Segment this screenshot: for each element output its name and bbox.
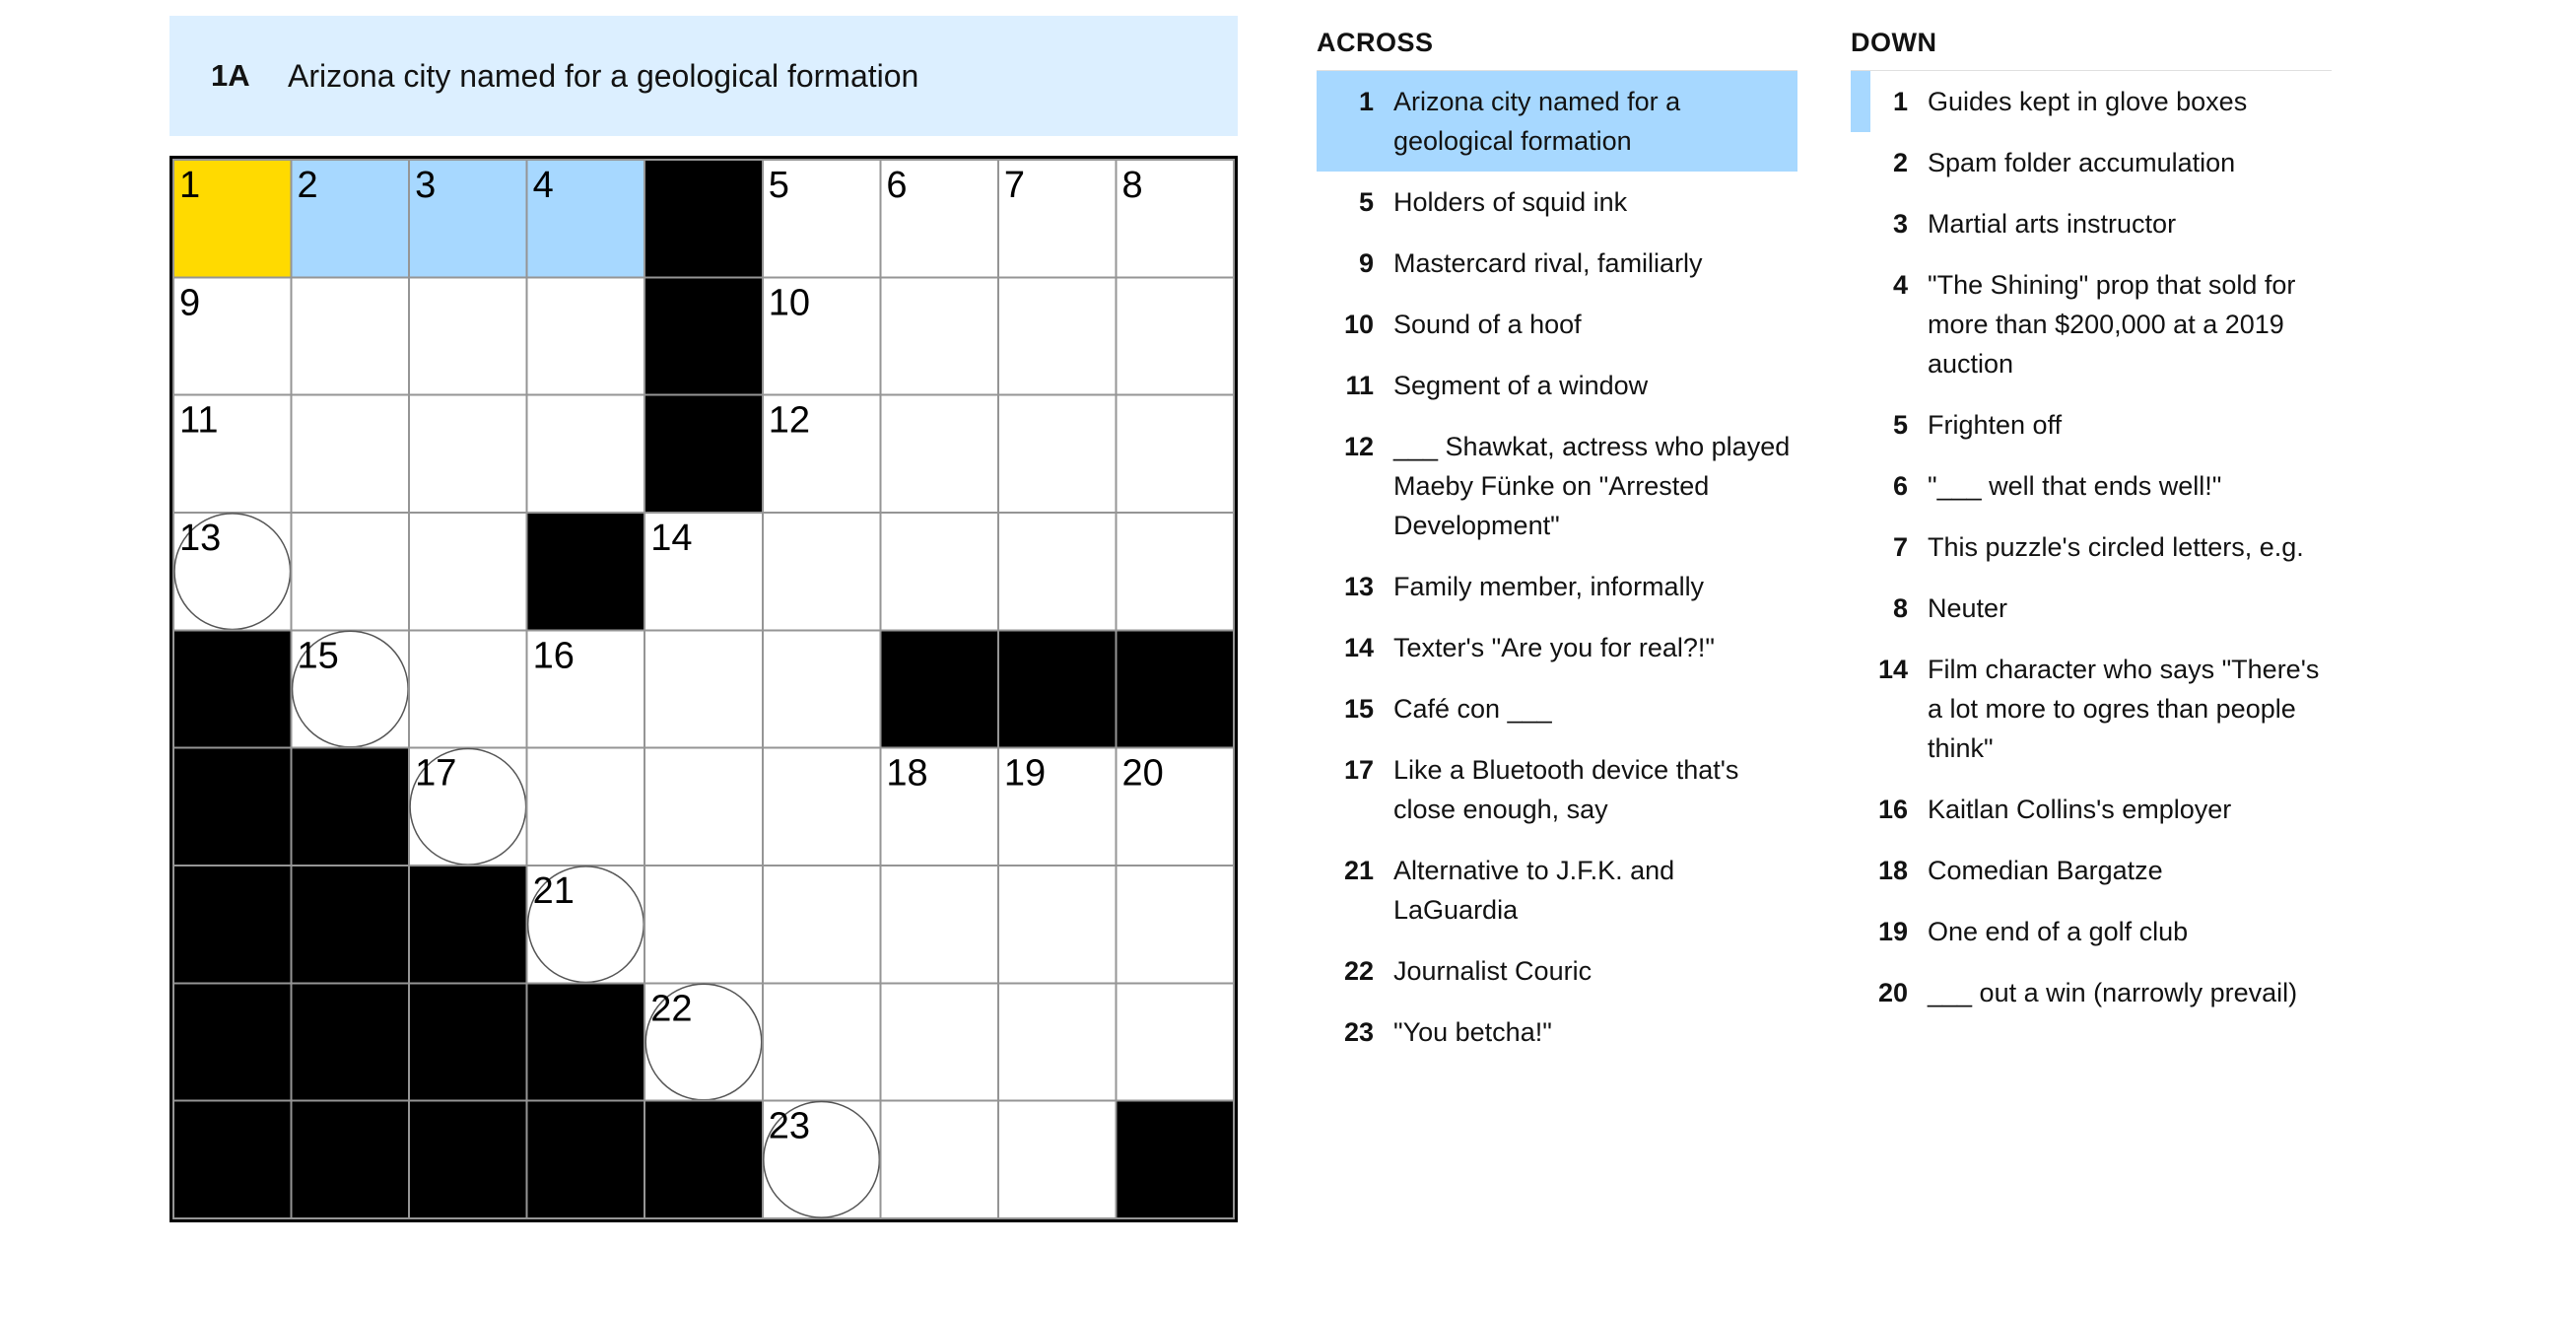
cell-fill: [880, 513, 998, 630]
cell-number: 21: [532, 870, 575, 912]
grid-cell[interactable]: [644, 866, 763, 983]
block-cell-fill: [173, 1101, 292, 1218]
grid-cell[interactable]: [1116, 513, 1234, 630]
block-cell-fill: [292, 748, 410, 866]
block-cell-fill: [644, 1101, 763, 1218]
grid-cell[interactable]: [409, 395, 527, 513]
down-clue-7[interactable]: [1851, 517, 2332, 578]
block-cell-fill: [880, 630, 998, 747]
cell-number: 15: [297, 635, 339, 677]
clue-text: "___ well that ends well!": [1928, 471, 2222, 501]
cell-fill: [644, 630, 763, 747]
cell-fill: [409, 630, 527, 747]
cell-number: 23: [768, 1105, 811, 1147]
cell-number: 20: [1121, 752, 1164, 795]
cell-fill: [880, 1101, 998, 1218]
clue-number: 11: [1345, 371, 1374, 400]
cell-number: 10: [768, 282, 811, 324]
grid-cell[interactable]: [292, 513, 410, 630]
cell-fill: [1116, 983, 1234, 1100]
block-cell: [173, 1101, 292, 1218]
across-clue-14[interactable]: [1317, 617, 1797, 678]
clue-number: 16: [1877, 795, 1908, 824]
cell-fill: [1116, 277, 1234, 394]
block-cell-fill: [644, 395, 763, 513]
across-clues: [1317, 71, 1797, 1063]
grid-cell[interactable]: [527, 630, 645, 747]
across-clue-11[interactable]: [1317, 355, 1797, 416]
block-cell-fill: [644, 277, 763, 394]
clue-number: 8: [1892, 593, 1908, 623]
crossword-grid-svg[interactable]: [169, 156, 1238, 1222]
clue-text: "The Shining" prop that sold for more than $200,000 at a 2019 auction: [1928, 270, 2296, 379]
cell-fill: [763, 748, 881, 866]
grid-cell[interactable]: [527, 748, 645, 866]
across-clue-1[interactable]: [1317, 71, 1797, 172]
across-clue-9[interactable]: [1317, 233, 1797, 294]
grid-cell[interactable]: [644, 513, 763, 630]
clue-text: ___ Shawkat, actress who played Maeby Fünke on "Arrested Development": [1393, 432, 1791, 540]
clue-number: 18: [1877, 856, 1908, 885]
block-cell-fill: [1116, 1101, 1234, 1218]
clue-number: 13: [1343, 572, 1374, 601]
clue-number: 1: [1358, 87, 1374, 116]
grid-cell[interactable]: [644, 630, 763, 747]
block-cell: [409, 866, 527, 983]
block-cell: [880, 630, 998, 747]
cell-fill: [644, 866, 763, 983]
cell-number: 8: [1121, 165, 1143, 206]
cell-fill: [292, 277, 410, 394]
block-cell-fill: [292, 866, 410, 983]
clue-text: Holders of squid ink: [1393, 187, 1628, 217]
grid-cell[interactable]: [173, 513, 292, 630]
down-title: DOWN: [1851, 26, 2332, 71]
clue-text: Frighten off: [1928, 410, 2063, 440]
block-cell: [644, 395, 763, 513]
across-clue-17[interactable]: [1317, 739, 1797, 840]
block-cell: [292, 983, 410, 1100]
grid-cell[interactable]: [998, 160, 1117, 277]
grid-cell[interactable]: [1116, 160, 1234, 277]
block-cell: [292, 748, 410, 866]
grid-cell[interactable]: [409, 630, 527, 747]
block-cell-fill: [527, 1101, 645, 1218]
clue-text: One end of a golf club: [1928, 917, 2189, 946]
across-clue-15[interactable]: [1317, 678, 1797, 739]
block-cell-fill: [998, 630, 1117, 747]
clue-number: 5: [1892, 410, 1908, 440]
block-cell-fill: [527, 983, 645, 1100]
cell-fill: [763, 630, 881, 747]
across-clue-5[interactable]: [1317, 172, 1797, 233]
block-cell: [527, 513, 645, 630]
cell-fill: [409, 513, 527, 630]
grid-cell[interactable]: [763, 1101, 881, 1218]
block-cell-fill: [292, 1101, 410, 1218]
clue-text: Spam folder accumulation: [1928, 148, 2236, 177]
block-cell-fill: [409, 983, 527, 1100]
down-clues: [1851, 71, 2332, 1023]
clue-number: 4: [1892, 270, 1908, 300]
cell-fill: [409, 277, 527, 394]
grid-cell[interactable]: [998, 277, 1117, 394]
cell-fill: [763, 866, 881, 983]
block-cell: [173, 748, 292, 866]
block-cell: [173, 866, 292, 983]
clue-number: 6: [1892, 471, 1908, 501]
clue-text: This puzzle's circled letters, e.g.: [1928, 532, 2304, 562]
clue-number: 20: [1877, 978, 1908, 1007]
grid-cell[interactable]: [763, 748, 881, 866]
grid-cell[interactable]: [998, 866, 1117, 983]
clue-number: 1: [1892, 87, 1908, 116]
clue-text: Journalist Couric: [1393, 956, 1593, 986]
clue-number: 10: [1343, 310, 1374, 339]
grid-cell[interactable]: [1116, 983, 1234, 1100]
grid-cell[interactable]: [763, 630, 881, 747]
cell-number: 7: [1003, 165, 1026, 206]
clue-number: 23: [1343, 1017, 1374, 1047]
clue-number: 14: [1877, 655, 1908, 684]
cell-number: 18: [886, 752, 928, 795]
block-cell-fill: [409, 1101, 527, 1218]
grid-cell[interactable]: [173, 395, 292, 513]
block-cell: [173, 630, 292, 747]
down-clue-1[interactable]: [1851, 71, 2332, 132]
clue-text: Café con ___: [1393, 694, 1552, 724]
clue-text: Neuter: [1928, 593, 2008, 623]
clue-text: "You betcha!": [1393, 1017, 1552, 1047]
grid-cell[interactable]: [880, 866, 998, 983]
grid-cell[interactable]: [998, 983, 1117, 1100]
block-cell-fill: [527, 513, 645, 630]
block-cell-fill: [644, 160, 763, 277]
cell-fill: [409, 395, 527, 513]
across-clue-22[interactable]: [1317, 940, 1797, 1002]
block-cell-fill: [1116, 630, 1234, 747]
cell-number: 6: [886, 165, 908, 206]
clue-number: 3: [1892, 209, 1908, 239]
grid-cell[interactable]: [880, 160, 998, 277]
cell-fill: [998, 1101, 1117, 1218]
cell-number: 9: [179, 282, 201, 324]
clue-text: Martial arts instructor: [1928, 209, 2177, 239]
block-cell: [527, 983, 645, 1100]
cell-fill: [1116, 866, 1234, 983]
cell-fill: [763, 983, 881, 1100]
grid-cell[interactable]: [527, 395, 645, 513]
block-cell: [644, 277, 763, 394]
block-cell-fill: [173, 748, 292, 866]
grid-cell[interactable]: [527, 277, 645, 394]
cell-fill: [1116, 395, 1234, 513]
block-cell: [409, 983, 527, 1100]
grid-cell[interactable]: [644, 748, 763, 866]
cell-fill: [527, 748, 645, 866]
grid-cell[interactable]: [409, 160, 527, 277]
block-cell: [292, 1101, 410, 1218]
down-clue-14[interactable]: [1851, 639, 2332, 779]
grid-cell[interactable]: [880, 513, 998, 630]
block-cell: [644, 160, 763, 277]
cell-number: 17: [415, 752, 457, 795]
clue-number: 21: [1343, 856, 1374, 885]
clue-number: 14: [1343, 633, 1374, 662]
clue-text: Alternative to J.F.K. and LaGuardia: [1393, 856, 1675, 925]
current-clue-text: Arizona city named for a geological formation: [288, 57, 919, 94]
block-cell: [292, 866, 410, 983]
cell-fill: [998, 983, 1117, 1100]
down-clue-6[interactable]: [1851, 455, 2332, 517]
clue-text: Texter's "Are you for real?!": [1393, 633, 1715, 662]
block-cell: [644, 1101, 763, 1218]
clue-number: 12: [1343, 432, 1374, 461]
grid-cell[interactable]: [292, 160, 410, 277]
grid-cell[interactable]: [527, 160, 645, 277]
cell-fill: [998, 866, 1117, 983]
block-cell: [527, 1101, 645, 1218]
grid-cell[interactable]: [880, 983, 998, 1100]
grid-cell[interactable]: [292, 630, 410, 747]
grid-cell[interactable]: [409, 748, 527, 866]
across-clue-10[interactable]: [1317, 294, 1797, 355]
cell-number: 22: [650, 988, 693, 1030]
cell-fill: [880, 866, 998, 983]
clue-text: Kaitlan Collins's employer: [1928, 795, 2232, 824]
grid-cell[interactable]: [409, 277, 527, 394]
grid-cell[interactable]: [409, 513, 527, 630]
grid-cell[interactable]: [998, 395, 1117, 513]
cell-number: 12: [768, 399, 811, 442]
cell-fill: [998, 277, 1117, 394]
down-clue-3[interactable]: [1851, 193, 2332, 254]
cell-fill: [527, 277, 645, 394]
across-clue-23[interactable]: [1317, 1002, 1797, 1063]
cell-number: 11: [179, 399, 219, 442]
grid-cell[interactable]: [763, 395, 881, 513]
across-clue-13[interactable]: [1317, 556, 1797, 617]
grid-cell[interactable]: [1116, 395, 1234, 513]
grid-cell[interactable]: [880, 748, 998, 866]
grid-cell[interactable]: [173, 277, 292, 394]
clue-number: 2: [1892, 148, 1908, 177]
cell-fill: [763, 513, 881, 630]
across-clue-list: [1317, 26, 1797, 1063]
grid-cell[interactable]: [880, 395, 998, 513]
clue-text: Guides kept in glove boxes: [1928, 87, 2248, 116]
cell-fill: [880, 277, 998, 394]
block-cell: [173, 983, 292, 1100]
clue-number: 5: [1358, 187, 1374, 217]
cell-fill: [527, 395, 645, 513]
down-clue-19[interactable]: [1851, 901, 2332, 962]
current-clue-number: 1A: [211, 58, 250, 93]
grid-cell[interactable]: [880, 277, 998, 394]
cell-number: 4: [532, 165, 554, 206]
down-clue-18[interactable]: [1851, 840, 2332, 901]
down-clue-5[interactable]: [1851, 394, 2332, 455]
cell-number: 3: [415, 165, 437, 206]
crossword-grid[interactable]: [169, 156, 1238, 1222]
across-clue-21[interactable]: [1317, 840, 1797, 940]
cell-fill: [292, 395, 410, 513]
clue-text: Comedian Bargatze: [1928, 856, 2163, 885]
clue-text: Mastercard rival, familiarly: [1393, 248, 1703, 278]
cell-fill: [292, 513, 410, 630]
cell-number: 5: [768, 165, 789, 206]
grid-cell[interactable]: [1116, 277, 1234, 394]
cell-number: 19: [1003, 752, 1047, 795]
down-clue-4[interactable]: [1851, 254, 2332, 394]
block-cell-fill: [173, 630, 292, 747]
clue-number: 22: [1343, 956, 1374, 986]
clue-text: Arizona city named for a geological formation: [1393, 87, 1681, 156]
down-clue-20[interactable]: [1851, 962, 2332, 1023]
grid-cell[interactable]: [763, 513, 881, 630]
cell-number: 2: [297, 165, 318, 206]
across-clue-12[interactable]: [1317, 416, 1797, 556]
across-title: ACROSS: [1317, 26, 1797, 71]
grid-cell[interactable]: [1116, 866, 1234, 983]
grid-cell[interactable]: [292, 277, 410, 394]
block-cell: [1116, 630, 1234, 747]
grid-cell[interactable]: [998, 748, 1117, 866]
block-cell-fill: [173, 983, 292, 1100]
grid-cell[interactable]: [998, 513, 1117, 630]
cell-number: 16: [532, 635, 575, 677]
cell-fill: [880, 983, 998, 1100]
down-clue-2[interactable]: [1851, 132, 2332, 193]
cell-fill: [998, 395, 1117, 513]
clue-text: Like a Bluetooth device that's close enough, say: [1393, 755, 1739, 824]
cell-number: 13: [179, 518, 222, 559]
cell-number: 14: [650, 518, 693, 559]
block-cell-fill: [173, 866, 292, 983]
block-cell: [998, 630, 1117, 747]
cell-fill: [644, 748, 763, 866]
down-clue-8[interactable]: [1851, 578, 2332, 639]
cell-fill: [880, 395, 998, 513]
cell-number: 1: [179, 165, 201, 206]
grid-cell[interactable]: [292, 395, 410, 513]
block-cell: [409, 1101, 527, 1218]
block-cell-fill: [292, 983, 410, 1100]
down-clue-list: [1851, 26, 2332, 1023]
grid-cell[interactable]: [173, 160, 292, 277]
clue-text: ___ out a win (narrowly prevail): [1928, 978, 2298, 1007]
clue-number: 19: [1877, 917, 1908, 946]
grid-cell[interactable]: [644, 983, 763, 1100]
clue-text: Segment of a window: [1393, 371, 1649, 400]
clue-text: Film character who says "There's a lot more to ogres than people think": [1928, 655, 2320, 763]
grid-cell[interactable]: [998, 1101, 1117, 1218]
block-cell: [1116, 1101, 1234, 1218]
grid-cell[interactable]: [763, 160, 881, 277]
clue-number: 15: [1343, 694, 1374, 724]
clue-number: 17: [1343, 755, 1374, 785]
grid-cell[interactable]: [1116, 748, 1234, 866]
clue-text: Family member, informally: [1393, 572, 1705, 601]
grid-cell[interactable]: [763, 277, 881, 394]
grid-cell[interactable]: [763, 983, 881, 1100]
grid-cell[interactable]: [880, 1101, 998, 1218]
grid-cell[interactable]: [763, 866, 881, 983]
clue-text: Sound of a hoof: [1393, 310, 1582, 339]
cell-fill: [998, 513, 1117, 630]
block-cell-fill: [409, 866, 527, 983]
current-clue-bar[interactable]: [169, 16, 1238, 136]
clue-number: 7: [1892, 532, 1908, 562]
clue-number: 9: [1358, 248, 1374, 278]
down-clue-16[interactable]: [1851, 779, 2332, 840]
cell-fill: [1116, 513, 1234, 630]
grid-cell[interactable]: [527, 866, 645, 983]
